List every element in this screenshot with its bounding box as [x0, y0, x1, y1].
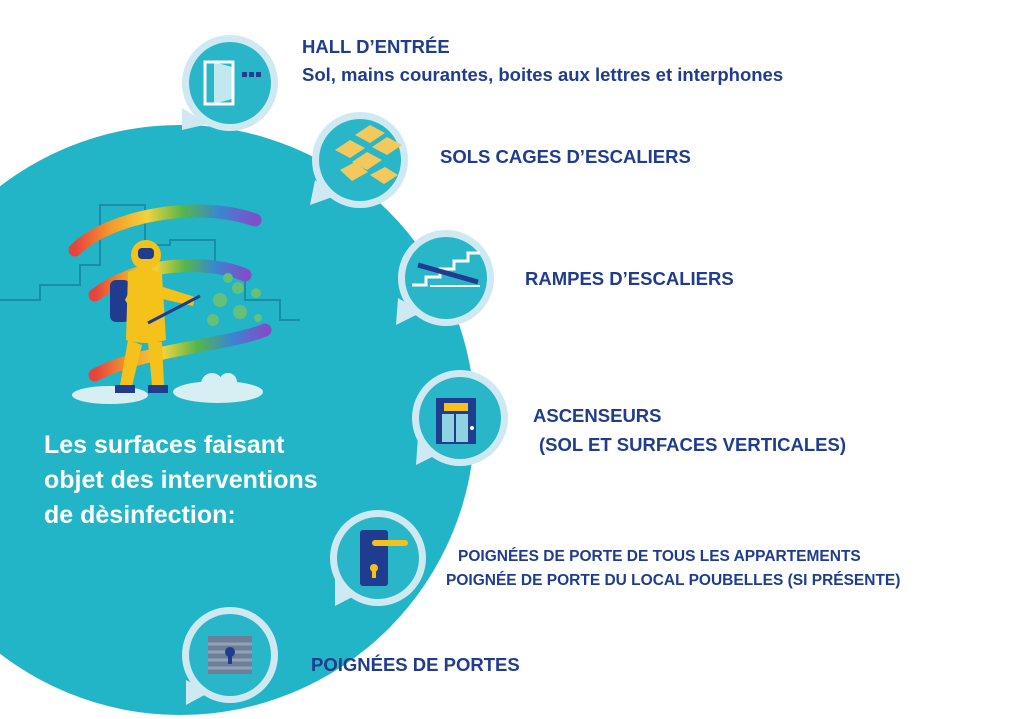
hall-entree-title: HALL D’ENTRÉE	[302, 36, 450, 57]
hall-entree-subtitle: Sol, mains courantes, boites aux lettres et interphones	[302, 64, 784, 85]
door-icon-bubble	[182, 35, 278, 131]
ascenseurs-subtitle: (SOL ET SURFACES VERTICALES)	[539, 434, 846, 455]
rampes-escaliers-title: RAMPES D’ESCALIERS	[525, 268, 734, 289]
poignees-appartements-title: POIGNÉES DE PORTE DE TOUS LES APPARTEMENTS	[458, 548, 861, 565]
poignees-portes-title: POIGNÉES DE PORTES	[311, 654, 520, 675]
ascenseurs-title: ASCENSEURS	[533, 405, 662, 426]
sols-cages-escaliers-title: SOLS CAGES D’ESCALIERS	[440, 146, 691, 167]
elevator-icon	[436, 398, 476, 444]
door-handle-plate-icon	[208, 636, 252, 674]
elevator-icon-bubble	[412, 370, 508, 466]
intro-title: Les surfaces faisant objet des interventions de dèsinfection:	[44, 431, 318, 529]
poignee-local-poubelles-subtitle: POIGNÉE DE PORTE DU LOCAL POUBELLES (SI PRÉSENTE)	[446, 572, 901, 589]
floor-tiles-icon-bubble	[310, 112, 408, 208]
